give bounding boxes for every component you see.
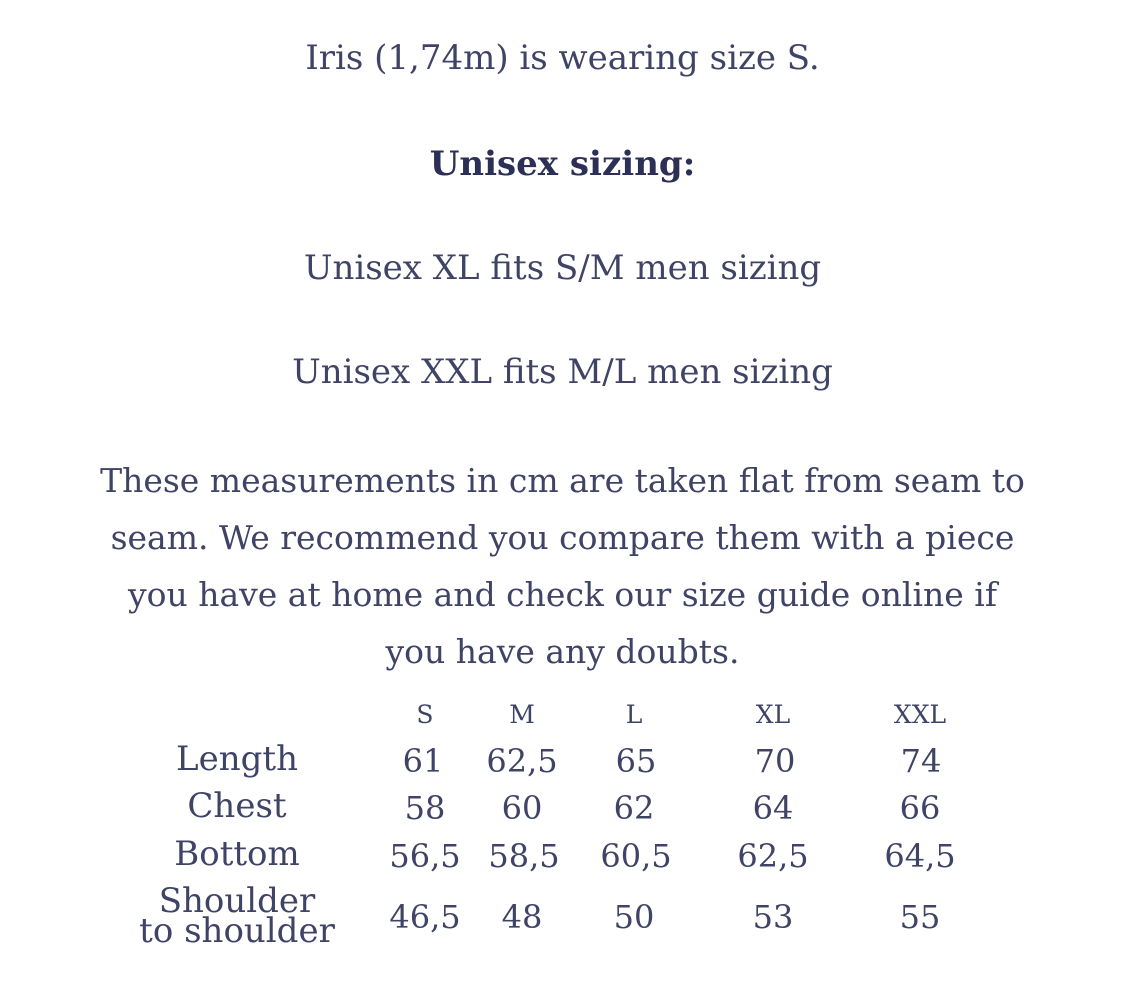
size-header-xl: XL: [755, 700, 791, 729]
table-cell: 62: [613, 789, 655, 827]
table-cell: 70: [754, 742, 796, 780]
table-cell: 64,5: [884, 837, 956, 875]
table-cell: 64: [752, 789, 794, 827]
table-cell: 62,5: [486, 742, 558, 780]
table-cell: 60: [501, 789, 543, 827]
table-cell: 58: [404, 789, 446, 827]
row-label-length: Length: [176, 739, 298, 779]
table-cell: 66: [899, 789, 941, 827]
table-cell: 50: [613, 898, 655, 936]
table-cell: 74: [900, 742, 942, 780]
row-label-chest: Chest: [187, 786, 287, 826]
size-header-l: L: [625, 700, 643, 729]
measurement-note: These measurements in cm are taken flat from seam to seam. We recommend you compare them with a piece you have at home and check our size guide online if you have any doubts.: [100, 461, 1025, 671]
size-header-m: M: [509, 700, 535, 729]
table-cell: 61: [402, 742, 444, 780]
table-cell: 60,5: [600, 837, 672, 875]
model-info: Iris (1,74m) is wearing size S.: [305, 38, 820, 78]
table-cell: 65: [615, 742, 657, 780]
row-label-shoulder: Shoulder to shoulder: [139, 881, 335, 951]
table-cell: 53: [752, 898, 794, 936]
section-heading: Unisex sizing:: [429, 144, 696, 184]
table-cell: 58,5: [488, 837, 560, 875]
table-cell: 56,5: [389, 837, 461, 875]
table-cell: 62,5: [737, 837, 809, 875]
row-label-bottom: Bottom: [174, 834, 300, 874]
size-header-s: S: [416, 700, 434, 729]
size-header-xxl: XXL: [893, 700, 947, 729]
table-cell: 55: [899, 898, 941, 936]
table-cell: 48: [501, 898, 543, 936]
table-cell: 46,5: [389, 898, 461, 936]
fit-note-xxl: Unisex XXL fits M/L men sizing: [292, 352, 833, 392]
fit-note-xl: Unisex XL fits S/M men sizing: [303, 248, 822, 288]
